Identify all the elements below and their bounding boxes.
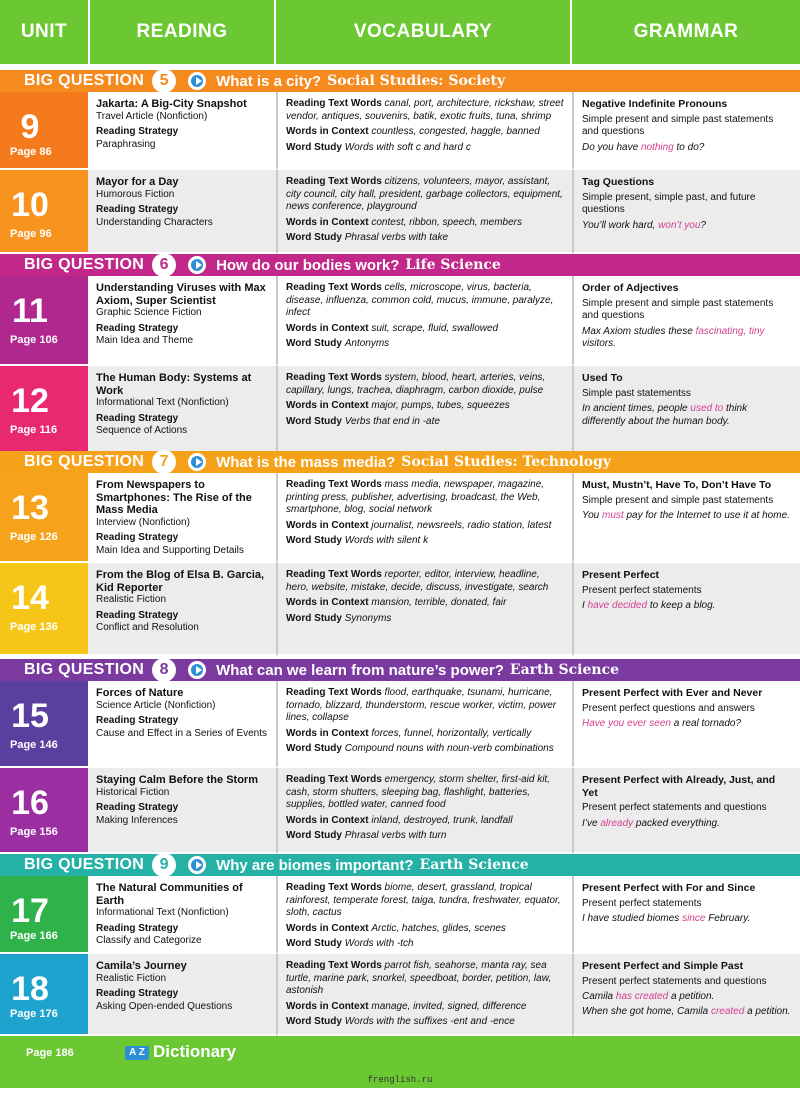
reading-cell bbox=[88, 563, 276, 656]
word-study-value: Phrasal verbs with turn bbox=[344, 830, 447, 841]
grammar-example-text: I bbox=[582, 600, 588, 611]
word-study bbox=[286, 830, 564, 843]
reading-strategy-label: Reading Strategy bbox=[96, 609, 179, 621]
big-question-bar bbox=[0, 451, 800, 473]
reading-strategy: Cause and Effect in a Series of Events bbox=[96, 727, 268, 739]
play-icon[interactable] bbox=[188, 453, 206, 471]
reading-cell bbox=[88, 954, 276, 1036]
words-in-context bbox=[286, 323, 564, 336]
reading-text-words bbox=[286, 569, 564, 594]
words-in-context-value: contest, ribbon, speech, members bbox=[371, 216, 523, 228]
grammar-example-text: In ancient times, people bbox=[582, 403, 691, 414]
grammar-example bbox=[582, 403, 792, 428]
big-question-bar bbox=[0, 659, 800, 681]
unit-number: 11 bbox=[12, 292, 48, 330]
big-question-subject: Social Studies: Technology bbox=[401, 454, 612, 470]
unit-number: 18 bbox=[11, 970, 49, 1008]
grammar-title: Present Perfect and Simple Past bbox=[582, 960, 744, 972]
reading-genre: Graphic Science Fiction bbox=[96, 307, 202, 318]
grammar-example-text: to keep a blog. bbox=[647, 600, 716, 611]
reading-text-words-label: Reading Text Words bbox=[286, 282, 382, 293]
grammar-example bbox=[582, 818, 792, 831]
word-study bbox=[286, 338, 564, 351]
word-study-value: Words with -tch bbox=[344, 938, 414, 949]
reading-text-words-value: parrot fish, seahorse, manta ray, sea turtle, marine park, snorkel, speedboat, border, petition, law, astonish bbox=[286, 960, 552, 996]
grammar-example-highlight: has created bbox=[615, 991, 669, 1002]
vocabulary-cell bbox=[276, 876, 572, 954]
reading-text-words-value: mass media, newspaper, magazine, printing press, publisher, advertising, broadcast, the Web, smartphone, blog, social network bbox=[286, 479, 545, 515]
big-question-number: 7 bbox=[152, 450, 176, 474]
words-in-context bbox=[286, 728, 564, 741]
grammar-example-text: a real tornado? bbox=[670, 718, 742, 729]
grammar-cell bbox=[572, 563, 800, 656]
reading-genre: Historical Fiction bbox=[96, 786, 170, 798]
reading-title: Staying Calm Before the Storm bbox=[96, 774, 258, 786]
vocabulary-cell bbox=[276, 276, 572, 366]
big-question-bar bbox=[0, 854, 800, 876]
words-in-context-label: Words in Context bbox=[286, 519, 369, 531]
reading-cell bbox=[88, 681, 276, 768]
words-in-context-label: Words in Context bbox=[286, 922, 369, 934]
unit-cell bbox=[0, 473, 88, 563]
grammar-example bbox=[582, 326, 792, 351]
grammar-cell bbox=[572, 473, 800, 563]
big-question-text: What is a city? bbox=[216, 72, 322, 90]
reading-text-words-label: Reading Text Words bbox=[286, 774, 382, 785]
reading-strategy: Making Inferences bbox=[96, 814, 178, 826]
words-in-context-label: Words in Context bbox=[286, 814, 369, 826]
grammar-description: Simple present and simple past statements bbox=[582, 494, 774, 506]
grammar-example-text: Camila bbox=[582, 991, 616, 1002]
grammar-description: Simple present and simple past statements and questions bbox=[582, 113, 774, 137]
grammar-title: Present Perfect with For and Since bbox=[582, 882, 756, 894]
reading-title: Camila’s Journey bbox=[96, 960, 187, 972]
reading-title: From the Blog of Elsa B. Garcia, Kid Reporter bbox=[96, 569, 265, 594]
grammar-example-text: packed everything. bbox=[633, 817, 720, 829]
grammar-example-text: ? bbox=[700, 219, 706, 231]
unit-cell bbox=[0, 366, 88, 453]
grammar-example-highlight: since bbox=[682, 913, 706, 924]
big-question-number: 6 bbox=[152, 253, 176, 277]
reading-text-words-value: flood, earthquake, tsunami, hurricane, tornado, blizzard, thunderstorm, rescue worker, victim, power lines, collapse bbox=[286, 687, 557, 723]
word-study bbox=[286, 232, 564, 245]
unit-cell bbox=[0, 563, 88, 656]
reading-text-words-value: canal, port, architecture, rickshaw, street vendor, antiques, souvenirs, batik, exotic fruits, tuna, shrimp bbox=[286, 98, 564, 122]
reading-strategy-label: Reading Strategy bbox=[96, 322, 179, 334]
reading-text-words bbox=[286, 98, 564, 123]
reading-strategy-label: Reading Strategy bbox=[96, 802, 179, 813]
reading-text-words bbox=[286, 176, 564, 214]
word-study-label: Word Study bbox=[286, 232, 342, 243]
grammar-cell bbox=[572, 876, 800, 954]
word-study bbox=[286, 613, 564, 626]
grammar-cell bbox=[572, 768, 800, 854]
big-question-label: BIG QUESTION bbox=[24, 72, 145, 89]
word-study-label: Word Study bbox=[286, 612, 342, 624]
unit-cell bbox=[0, 681, 88, 768]
grammar-example-highlight: fascinating, tiny bbox=[695, 325, 765, 337]
reading-text-words-label: Reading Text Words bbox=[286, 372, 382, 383]
unit-page: Page 126 bbox=[10, 531, 58, 543]
grammar-description: Present perfect statements and questions bbox=[582, 802, 767, 813]
play-icon[interactable] bbox=[188, 856, 206, 874]
grammar-cell bbox=[572, 276, 800, 366]
reading-cell bbox=[88, 366, 276, 453]
grammar-example-text: Do you have bbox=[582, 141, 641, 153]
grammar-description: Present perfect statements and questions bbox=[582, 975, 767, 987]
vocabulary-cell bbox=[276, 473, 572, 563]
grammar-description: Present perfect questions and answers bbox=[582, 702, 755, 714]
grammar-title: Present Perfect with Ever and Never bbox=[582, 687, 763, 699]
grammar-example-text: You’ll work hard, bbox=[582, 219, 659, 231]
grammar-title: Negative Indefinite Pronouns bbox=[582, 98, 728, 110]
words-in-context-value: major, pumps, tubes, squeezes bbox=[371, 400, 510, 411]
words-in-context-value: suit, scrape, fluid, swallowed bbox=[371, 322, 499, 334]
words-in-context-label: Words in Context bbox=[286, 597, 369, 608]
unit-number: 10 bbox=[11, 186, 49, 224]
reading-text-words-label: Reading Text Words bbox=[286, 479, 382, 490]
big-question-label: BIG QUESTION bbox=[24, 856, 145, 873]
big-question-label: BIG QUESTION bbox=[24, 256, 145, 273]
reading-title: From Newspapers to Smartphones: The Rise of the Mass Media bbox=[96, 479, 252, 516]
big-question-number: 9 bbox=[152, 853, 176, 877]
reading-strategy: Main Idea and Supporting Details bbox=[96, 544, 244, 556]
reading-title: The Natural Communities of Earth bbox=[96, 882, 243, 907]
reading-text-words bbox=[286, 372, 564, 397]
unit-page: Page 136 bbox=[10, 621, 58, 633]
grammar-example bbox=[582, 718, 792, 731]
grammar-example-highlight: won’t you bbox=[658, 219, 701, 231]
reading-cell bbox=[88, 276, 276, 366]
word-study-value: Verbs that end in -ate bbox=[344, 415, 440, 427]
big-question-subject: Life Science bbox=[405, 257, 501, 273]
play-icon[interactable] bbox=[188, 72, 206, 90]
word-study-label: Word Study bbox=[286, 743, 342, 754]
word-study-label: Word Study bbox=[286, 1016, 342, 1027]
word-study-value: Words with soft c and hard c bbox=[344, 141, 471, 153]
word-study-value: Words with silent k bbox=[344, 535, 429, 546]
reading-genre: Realistic Fiction bbox=[96, 972, 167, 984]
header-vocabulary: VOCABULARY bbox=[276, 0, 572, 64]
unit-cell bbox=[0, 276, 88, 366]
unit-page: Page 146 bbox=[10, 739, 58, 751]
reading-cell bbox=[88, 768, 276, 854]
big-question-subject: Earth Science bbox=[509, 662, 620, 678]
reading-text-words-label: Reading Text Words bbox=[286, 98, 382, 109]
words-in-context bbox=[286, 815, 564, 828]
unit-number: 9 bbox=[20, 108, 40, 146]
words-in-context-label: Words in Context bbox=[286, 126, 369, 137]
reading-title: Forces of Nature bbox=[96, 687, 184, 699]
reading-text-words bbox=[286, 882, 564, 920]
grammar-example-text: think differently about the human body. bbox=[582, 403, 748, 427]
grammar-example-text: a petition. bbox=[668, 991, 715, 1002]
vocabulary-cell bbox=[276, 563, 572, 656]
vocabulary-cell bbox=[276, 954, 572, 1036]
reading-strategy-label: Reading Strategy bbox=[96, 412, 179, 424]
grammar-example bbox=[582, 510, 792, 523]
grammar-description: Present perfect statements bbox=[582, 897, 702, 909]
grammar-description: Simple past statementss bbox=[582, 387, 691, 399]
grammar-cell bbox=[572, 954, 800, 1036]
word-study-label: Word Study bbox=[286, 535, 342, 546]
grammar-description: Present perfect statements bbox=[582, 584, 702, 596]
grammar-example-highlight: created bbox=[710, 1005, 745, 1017]
reading-genre: Realistic Fiction bbox=[96, 594, 167, 605]
grammar-cell bbox=[572, 170, 800, 254]
reading-strategy-label: Reading Strategy bbox=[96, 126, 179, 137]
reading-text-words-value: citizens, volunteers, mayor, assistant, city council, city hall, president, garbage collectors, equipment, news conference, playground bbox=[286, 176, 563, 212]
words-in-context-value: Arctic, hatches, glides, scenes bbox=[371, 922, 506, 934]
reading-title: Jakarta: A Big-City Snapshot bbox=[96, 98, 247, 110]
reading-strategy: Understanding Characters bbox=[96, 216, 213, 228]
reading-strategy: Classify and Categorize bbox=[96, 935, 202, 946]
unit-cell bbox=[0, 170, 88, 254]
grammar-example-highlight: have decided bbox=[587, 600, 648, 611]
reading-text-words bbox=[286, 282, 564, 320]
grammar-example bbox=[582, 600, 792, 613]
grammar-example bbox=[582, 220, 792, 233]
reading-genre: Interview (Nonfiction) bbox=[96, 516, 190, 528]
unit-page: Page 106 bbox=[10, 334, 58, 346]
words-in-context-value: journalist, newsreels, radio station, latest bbox=[371, 519, 552, 531]
unit-number: 13 bbox=[11, 489, 49, 527]
word-study-label: Word Study bbox=[286, 338, 342, 349]
unit-page: Page 116 bbox=[10, 424, 58, 436]
grammar-example-text: When she got home, Camila bbox=[582, 1005, 711, 1017]
big-question-label: BIG QUESTION bbox=[24, 453, 145, 470]
grammar-example-text: February. bbox=[705, 913, 751, 924]
big-question-text: What is the mass media? bbox=[216, 453, 396, 471]
words-in-context-value: inland, destroyed, trunk, landfall bbox=[371, 814, 513, 826]
reading-text-words-label: Reading Text Words bbox=[286, 687, 382, 698]
word-study bbox=[286, 416, 564, 429]
grammar-title: Present Perfect bbox=[582, 569, 660, 581]
grammar-example-text: Max Axiom studies these bbox=[582, 325, 696, 337]
reading-text-words-value: cells, microscope, virus, bacteria, disease, influenza, common cold, mucus, immune, paralyze, infect bbox=[286, 282, 554, 318]
reading-title: Mayor for a Day bbox=[96, 176, 179, 188]
grammar-description: Simple present and simple past statements and questions bbox=[582, 297, 774, 321]
words-in-context bbox=[286, 217, 564, 230]
header-grammar: GRAMMAR bbox=[633, 21, 739, 42]
reading-strategy-label: Reading Strategy bbox=[96, 715, 179, 726]
grammar-example-highlight: already bbox=[600, 817, 634, 829]
reading-text-words-value: emergency, storm shelter, first-aid kit, cash, storm shutters, sleeping bag, flashlight, batteries, supplies, bottled water, canned food bbox=[286, 774, 550, 810]
word-study-label: Word Study bbox=[286, 938, 342, 949]
unit-cell bbox=[0, 768, 88, 854]
unit-page: Page 96 bbox=[10, 228, 52, 240]
reading-cell bbox=[88, 170, 276, 254]
unit-cell bbox=[0, 92, 88, 170]
unit-number: 14 bbox=[11, 579, 49, 617]
grammar-example-highlight: must bbox=[602, 510, 624, 521]
grammar-example-highlight: Have you ever seen bbox=[582, 718, 671, 729]
reading-title: The Human Body: Systems at Work bbox=[96, 372, 252, 397]
words-in-context-value: manage, invited, signed, difference bbox=[371, 1000, 527, 1012]
big-question-bar bbox=[0, 70, 800, 92]
grammar-example-text: to do? bbox=[673, 141, 705, 153]
big-question-text: Why are biomes important? bbox=[216, 856, 414, 874]
reading-text-words-label: Reading Text Words bbox=[286, 176, 382, 187]
words-in-context-value: mansion, terrible, donated, fair bbox=[371, 597, 507, 608]
vocabulary-cell bbox=[276, 768, 572, 854]
reading-strategy: Conflict and Resolution bbox=[96, 622, 199, 633]
reading-strategy-label: Reading Strategy bbox=[96, 988, 179, 999]
grammar-example-highlight: used to bbox=[690, 403, 724, 414]
big-question-bar bbox=[0, 254, 800, 276]
word-study bbox=[286, 535, 564, 548]
reading-text-words-value: reporter, editor, interview, headline, hero, website, mistake, decide, discuss, investigate, search bbox=[286, 569, 549, 593]
grammar-title: Must, Mustn’t, Have To, Don’t Have To bbox=[582, 479, 772, 491]
grammar-title: Present Perfect with Already, Just, and Yet bbox=[582, 774, 776, 799]
word-study-label: Word Study bbox=[286, 141, 342, 153]
unit-cell bbox=[0, 954, 88, 1036]
word-study-value: Compound nouns with noun-verb combinations bbox=[344, 743, 554, 754]
word-study-label: Word Study bbox=[286, 830, 342, 841]
dictionary-link[interactable]: Dictionary bbox=[153, 1042, 237, 1061]
unit-page: Page 166 bbox=[10, 930, 58, 942]
reading-strategy: Sequence of Actions bbox=[96, 425, 188, 436]
vocabulary-cell bbox=[276, 681, 572, 768]
grammar-title: Tag Questions bbox=[582, 176, 655, 188]
table-header bbox=[0, 0, 800, 66]
unit-number: 17 bbox=[11, 892, 49, 930]
word-study bbox=[286, 142, 564, 155]
unit-page: Page 86 bbox=[10, 146, 52, 158]
reading-cell bbox=[88, 876, 276, 954]
reading-strategy-label: Reading Strategy bbox=[96, 922, 179, 934]
unit-page: Page 156 bbox=[10, 826, 58, 838]
big-question-subject: Social Studies: Society bbox=[327, 73, 506, 89]
word-study-value: Phrasal verbs with take bbox=[344, 232, 449, 243]
word-study-value: Antonyms bbox=[344, 338, 390, 349]
reading-strategy: Paraphrasing bbox=[96, 138, 156, 150]
header-unit: UNIT bbox=[0, 0, 90, 64]
play-icon[interactable] bbox=[188, 661, 206, 679]
big-question-label: BIG QUESTION bbox=[24, 661, 145, 678]
word-study bbox=[286, 1016, 564, 1029]
words-in-context bbox=[286, 400, 564, 413]
word-study bbox=[286, 743, 564, 756]
unit-cell bbox=[0, 876, 88, 954]
grammar-example-2 bbox=[582, 1006, 792, 1019]
grammar-description: Simple present, simple past, and future questions bbox=[582, 191, 756, 215]
big-question-number: 5 bbox=[152, 69, 176, 93]
grammar-cell bbox=[572, 681, 800, 768]
big-question-subject: Earth Science bbox=[419, 857, 529, 873]
reading-strategy-label: Reading Strategy bbox=[96, 204, 179, 215]
unit-number: 16 bbox=[11, 784, 49, 822]
words-in-context bbox=[286, 597, 564, 610]
reading-text-words bbox=[286, 687, 564, 725]
reading-text-words bbox=[286, 960, 564, 998]
grammar-example bbox=[582, 913, 792, 926]
reading-genre: Informational Text (Nonfiction) bbox=[96, 397, 229, 408]
grammar-example bbox=[582, 142, 792, 155]
grammar-example bbox=[582, 991, 792, 1004]
grammar-example-text: I’ve bbox=[582, 817, 601, 829]
reading-text-words-value: biome, desert, grassland, tropical rainforest, temperate forest, taiga, tundra, freshwater, equator, sloth, cactus bbox=[286, 882, 561, 918]
words-in-context bbox=[286, 126, 564, 139]
big-question-text: How do our bodies work? bbox=[216, 256, 400, 274]
reading-cell bbox=[88, 473, 276, 563]
footer-page: Page 186 bbox=[26, 1047, 74, 1059]
reading-genre: Science Article (Nonfiction) bbox=[96, 699, 216, 711]
grammar-example-highlight: nothing bbox=[640, 141, 674, 153]
reading-strategy: Asking Open-ended Questions bbox=[96, 1000, 233, 1012]
vocabulary-cell bbox=[276, 92, 572, 170]
grammar-cell bbox=[572, 366, 800, 453]
header-reading: READING bbox=[90, 0, 276, 64]
reading-strategy-label: Reading Strategy bbox=[96, 532, 179, 543]
vocabulary-cell bbox=[276, 170, 572, 254]
big-question-number: 8 bbox=[152, 658, 176, 682]
reading-text-words-label: Reading Text Words bbox=[286, 569, 382, 580]
words-in-context-label: Words in Context bbox=[286, 322, 369, 334]
reading-text-words-label: Reading Text Words bbox=[286, 882, 382, 893]
grammar-example-text: pay for the Internet to use it at home. bbox=[623, 510, 790, 521]
word-study bbox=[286, 938, 564, 951]
words-in-context-label: Words in Context bbox=[286, 1000, 369, 1012]
reading-cell bbox=[88, 92, 276, 170]
grammar-title: Order of Adjectives bbox=[582, 282, 679, 294]
grammar-cell bbox=[572, 92, 800, 170]
reading-genre: Travel Article (Nonfiction) bbox=[96, 110, 208, 122]
reading-genre: Informational Text (Nonfiction) bbox=[96, 907, 229, 918]
grammar-title: Used To bbox=[582, 372, 623, 384]
unit-number: 15 bbox=[11, 697, 49, 735]
vocabulary-cell bbox=[276, 366, 572, 453]
reading-text-words-label: Reading Text Words bbox=[286, 960, 382, 971]
watermark: frenglish.ru bbox=[367, 1075, 433, 1085]
words-in-context bbox=[286, 923, 564, 936]
words-in-context-label: Words in Context bbox=[286, 727, 369, 739]
word-study-label: Word Study bbox=[286, 415, 342, 427]
grammar-example-text: visitors. bbox=[582, 338, 616, 349]
words-in-context-value: forces, funnel, horizontally, vertically bbox=[371, 727, 532, 739]
big-question-text: What can we learn from nature’s power? bbox=[216, 661, 504, 679]
words-in-context bbox=[286, 520, 564, 533]
grammar-example-text: a petition. bbox=[744, 1005, 791, 1017]
play-icon[interactable] bbox=[188, 256, 206, 274]
grammar-example-text: You bbox=[582, 510, 603, 521]
words-in-context-label: Words in Context bbox=[286, 400, 369, 411]
unit-page: Page 176 bbox=[10, 1008, 58, 1020]
dictionary-icon: A Z bbox=[125, 1046, 149, 1060]
reading-text-words-value: system, blood, heart, arteries, veins, capillary, lungs, trachea, diaphragm, carbon dioxide, pulse bbox=[286, 372, 546, 396]
unit-number: 12 bbox=[11, 382, 49, 420]
reading-genre: Humorous Fiction bbox=[96, 188, 175, 200]
word-study-value: Words with the suffixes -ent and -ence bbox=[344, 1016, 515, 1027]
reading-text-words bbox=[286, 774, 564, 812]
words-in-context-label: Words in Context bbox=[286, 216, 369, 228]
word-study-value: Synonyms bbox=[344, 612, 392, 624]
words-in-context bbox=[286, 1001, 564, 1014]
reading-text-words bbox=[286, 479, 564, 517]
words-in-context-value: countless, congested, haggle, banned bbox=[371, 126, 540, 137]
grammar-example-text: I have studied biomes bbox=[582, 913, 683, 924]
reading-strategy: Main Idea and Theme bbox=[96, 335, 194, 346]
reading-title: Understanding Viruses with Max Axiom, Super Scientist bbox=[96, 282, 266, 307]
